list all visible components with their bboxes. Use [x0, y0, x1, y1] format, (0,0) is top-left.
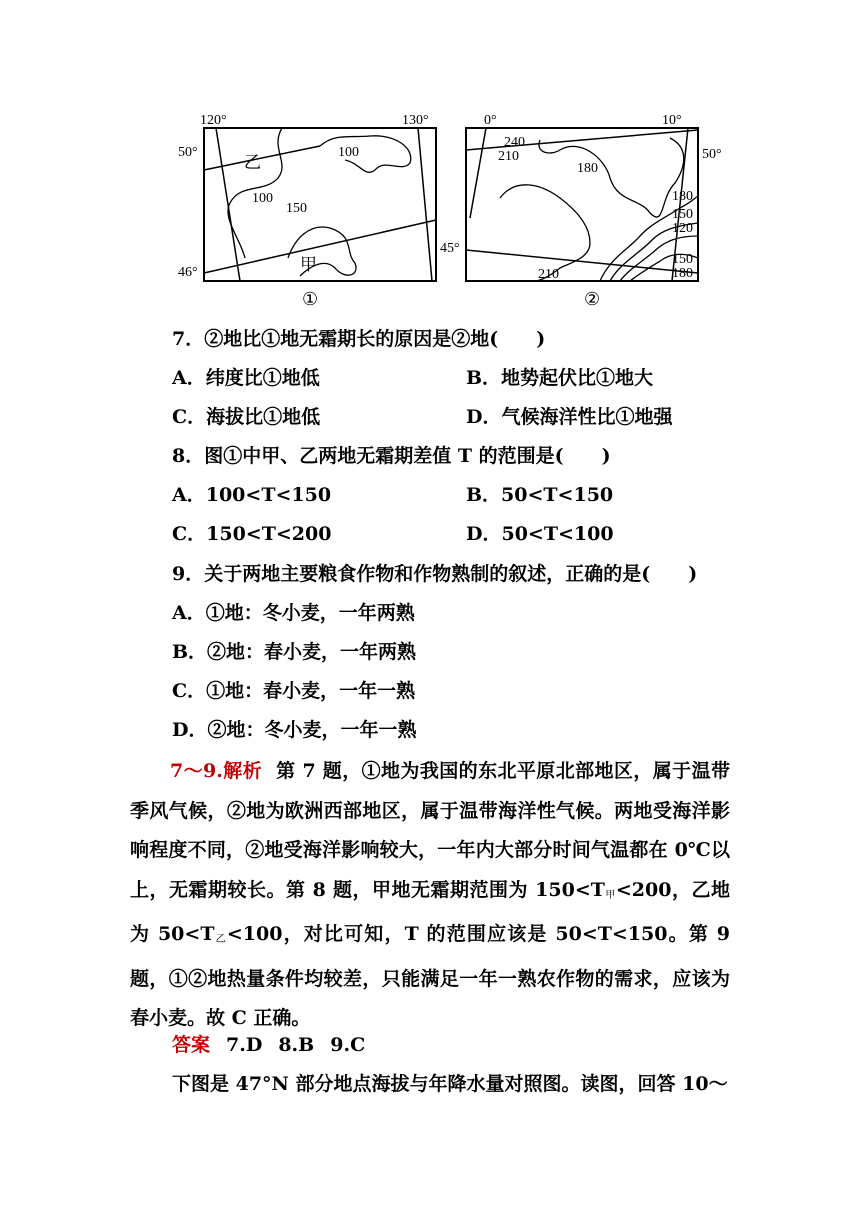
map-1-contour-100b: 100 [252, 191, 273, 206]
map-2-contour-120: 120 [672, 221, 693, 236]
answer-9: 9.C [330, 1034, 366, 1056]
analysis-sub-yi: 乙 [214, 934, 227, 945]
map-1-lat-top: 50° [178, 145, 198, 160]
next-question-intro: 下图是 47°N 部分地点海拔与年降水量对照图。读图，回答 10～ [172, 1073, 728, 1095]
analysis-paragraph [130, 752, 730, 1039]
q9-option-a: A．①地：冬小麦，一年两熟 [172, 602, 415, 624]
map-1-frame [204, 128, 436, 281]
map-2-contour-180c: 180 [672, 266, 693, 281]
q8-option-b: B．50<T<150 [466, 484, 614, 506]
q8-stem: 8．图①中甲、乙两地无霜期差值 T 的范围是( ) [172, 445, 611, 467]
map-1 [170, 108, 450, 313]
map-1-lon-left: 120° [200, 113, 227, 128]
map-2 [440, 108, 740, 313]
map-1-contour-100a: 100 [338, 145, 359, 160]
map-1-lat-bottom: 46° [178, 265, 198, 280]
map-1-place-jia: 甲 [300, 255, 317, 274]
map-2-caption: ② [584, 289, 601, 309]
q7-option-d: D．气候海洋性比①地强 [466, 406, 673, 428]
map-2-contour-180b: 180 [672, 189, 693, 204]
map-1-caption: ① [302, 289, 319, 309]
map-2-lat-bottom: 45° [440, 241, 460, 256]
answer-7: 7.D [226, 1034, 263, 1056]
q8-option-c: C．150<T<200 [172, 523, 332, 545]
answer-8: 8.B [278, 1034, 315, 1056]
map-2-contour-210b: 210 [538, 267, 559, 282]
map-2-contour-210a: 210 [498, 149, 519, 164]
map-2-contour-240: 240 [504, 135, 525, 150]
map-2-contour-150a: 150 [672, 207, 693, 222]
q9-stem: 9．关于两地主要粮食作物和作物熟制的叙述，正确的是( ) [172, 563, 698, 585]
analysis-part2: <200，乙地为 50<T [130, 878, 730, 945]
q8-option-a: A．100<T<150 [172, 484, 332, 506]
map-2-lon-right: 10° [662, 113, 682, 128]
q7-option-c: C．海拔比①地低 [172, 406, 321, 428]
analysis-label: 7～9.解析 [170, 760, 263, 782]
map-2-lon-left: 0° [484, 113, 497, 128]
answer-line [172, 1032, 381, 1058]
q7-stem: 7．②地比①地无霜期长的原因是②地( ) [172, 328, 546, 350]
q8-option-d: D．50<T<100 [466, 523, 614, 545]
q7-option-b: B．地势起伏比①地大 [466, 367, 654, 389]
q7-option-a: A．纬度比①地低 [172, 367, 320, 389]
analysis-part1: 第 7 题，①地为我国的东北平原北部地区，属于温带季风气候，②地为欧洲西部地区，属于温带海洋性气候。两地受海洋影响程度不同，②地受海洋影响较大，一年内大部分时间气温都在 0℃以上，无霜期较长。第 8 题，甲地无霜期范围为 150<T [130, 760, 730, 901]
map-1-place-yi: 乙 [244, 153, 261, 172]
analysis-sub-jia: 甲 [604, 889, 616, 901]
map-2-contour-150b: 150 [672, 252, 693, 267]
map-1-contour-150: 150 [286, 201, 307, 216]
map-2-lat-top: 50° [702, 147, 722, 162]
q9-option-d: D．②地：冬小麦，一年一熟 [172, 719, 417, 741]
q9-option-c: C．①地：春小麦，一年一熟 [172, 680, 416, 702]
q9-option-b: B．②地：春小麦，一年两熟 [172, 641, 417, 663]
analysis-part3: <100，对比可知，T 的范围应该是 50<T<150。第 9 题，①②地热量条件均较差，只能满足一年一熟农作物的需求，应该为春小麦。故 C 正确。 [130, 923, 730, 1029]
answer-label: 答案 [172, 1034, 211, 1056]
map-2-contour-180a: 180 [577, 161, 598, 176]
map-1-lon-right: 130° [402, 113, 429, 128]
